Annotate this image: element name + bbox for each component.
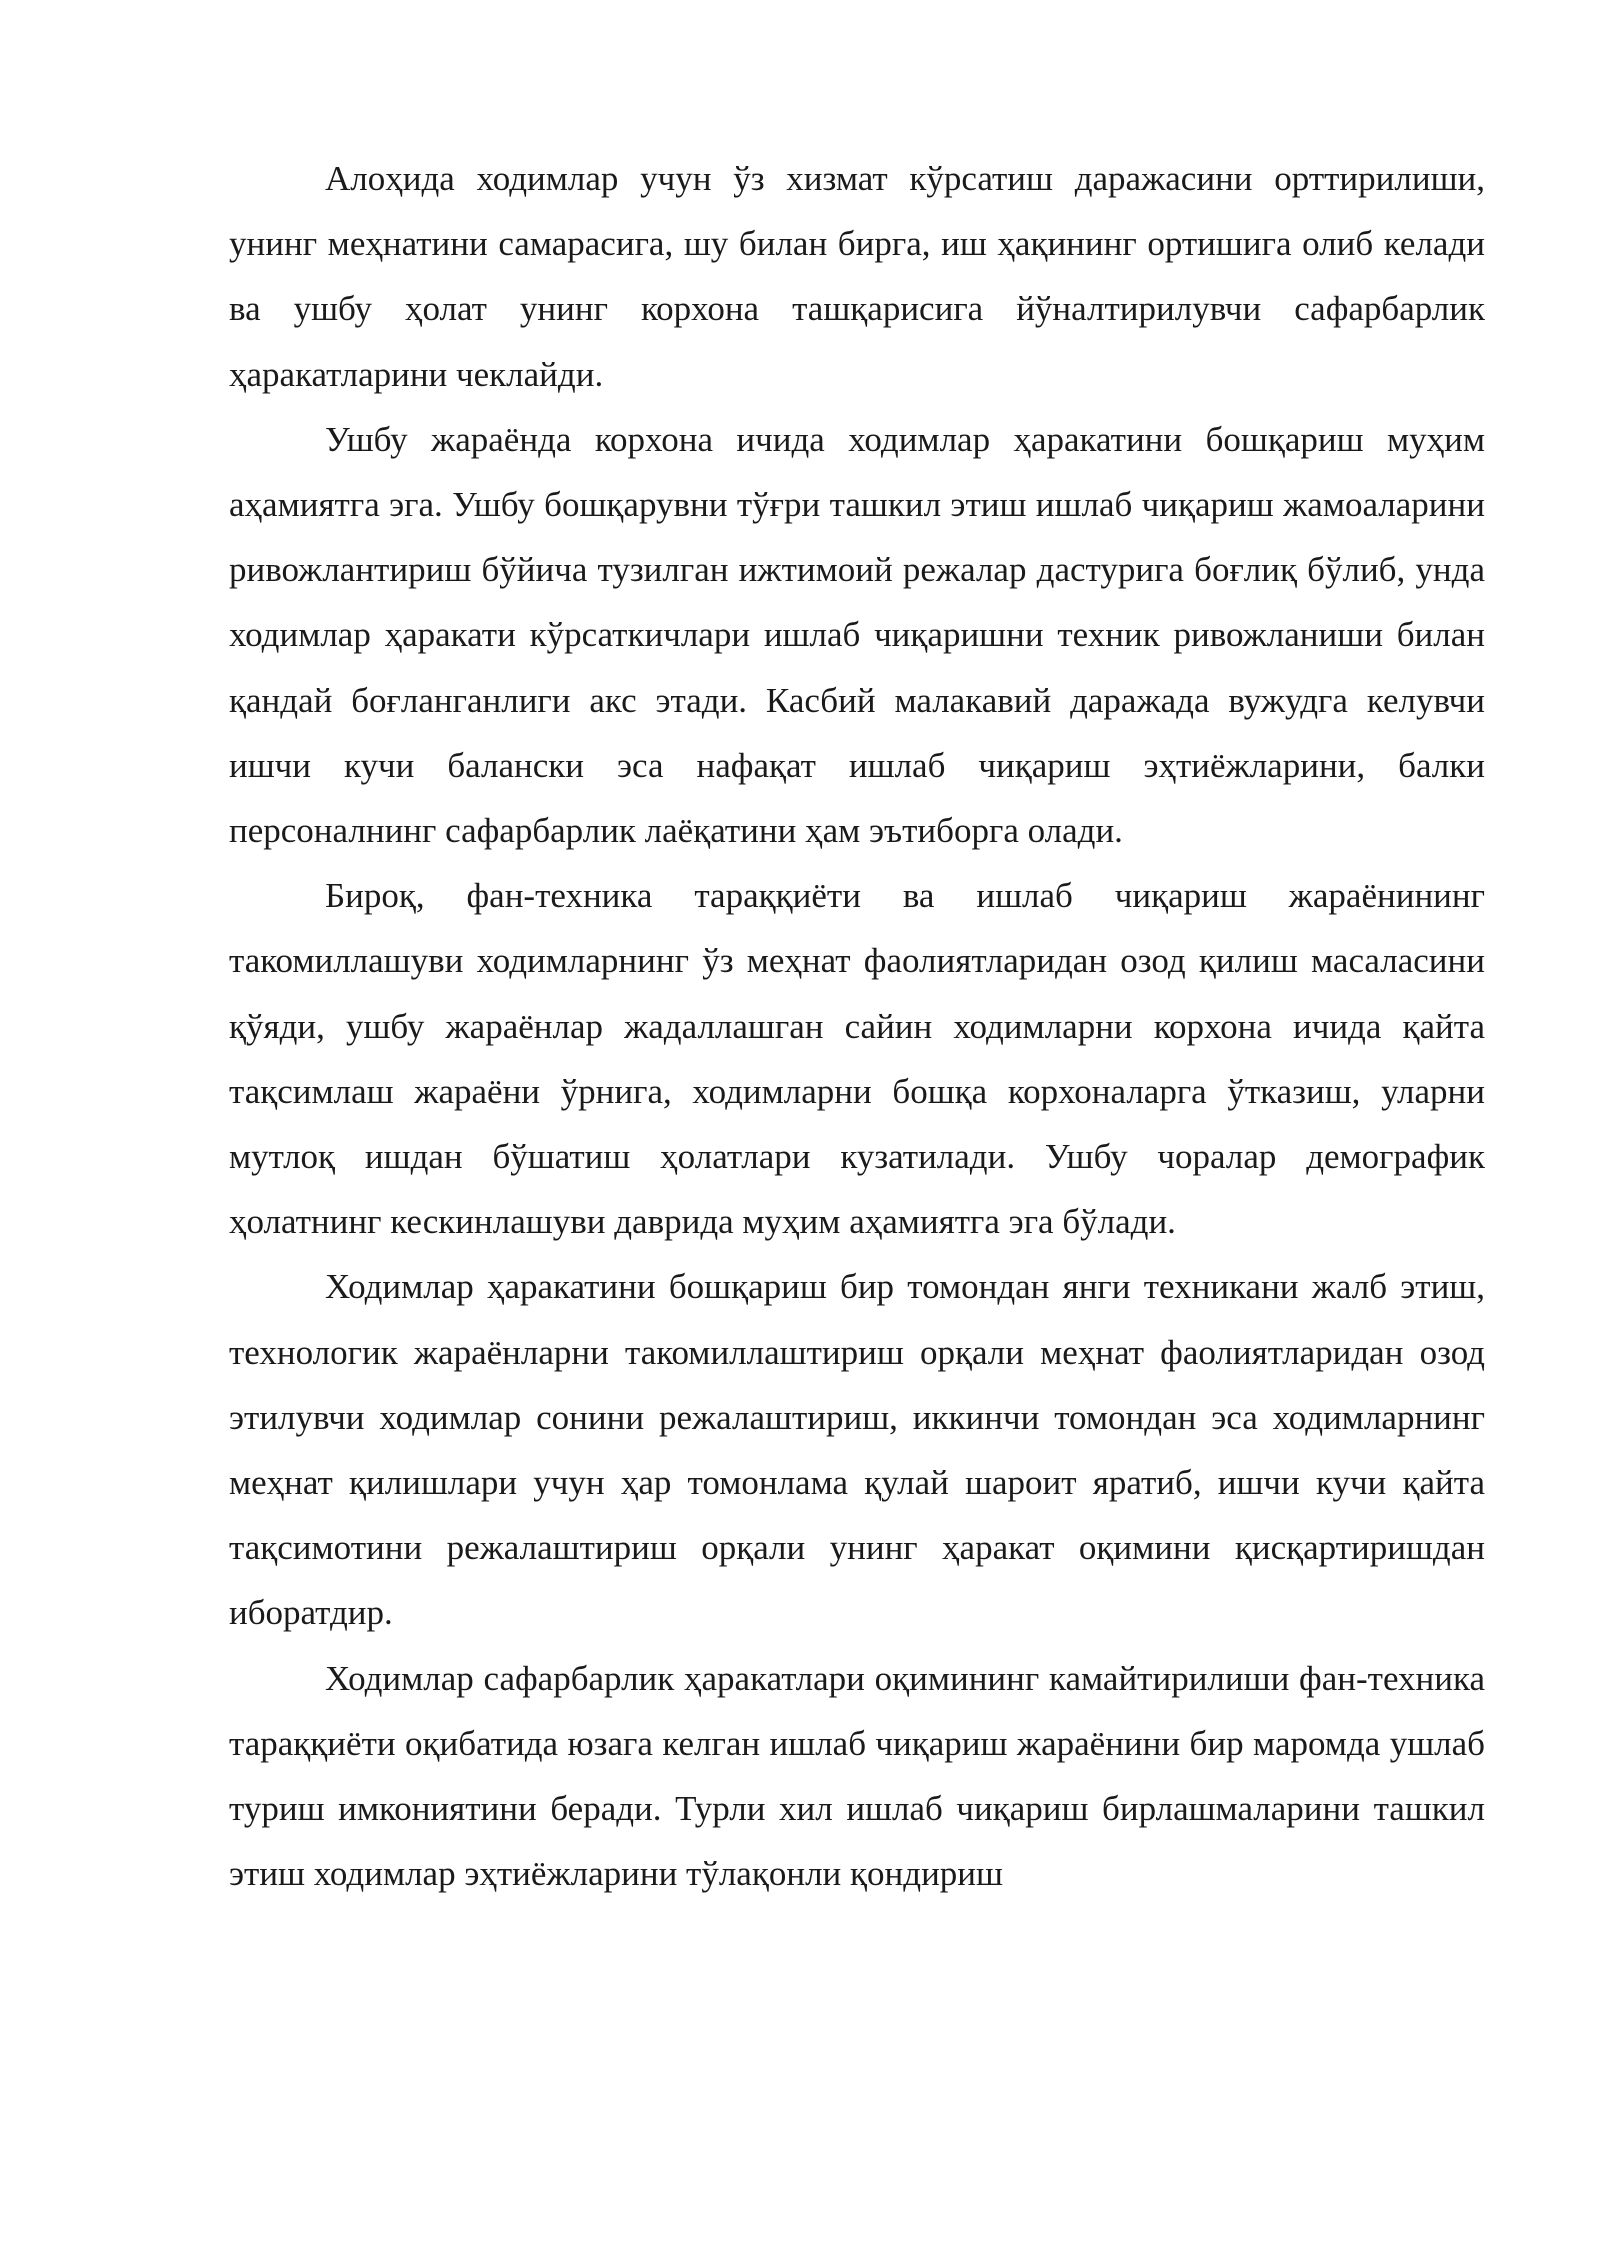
document-body <box>229 146 1485 1906</box>
paragraph-2: Ушбу жараёнда корхона ичида ходимлар ҳаракатини бошқариш муҳим аҳамиятга эга. Ушбу бошқарувни тўғри ташкил этиш ишлаб чиқариш жамоаларини ривожлантириш бўйича тузилган ижтимоий режалар дастурига боғлиқ бўлиб, унда ходимлар ҳаракати кўрсаткичлари ишлаб чиқаришни техник ривожланиши билан қандай боғланганлиги акс этади. Касбий малакавий даражада вужудга келувчи ишчи кучи балански эса нафақат ишлаб чиқариш эҳтиёжларини, балки персоналнинг сафарбарлик лаёқатини ҳам эътиборга олади. <box>229 419 1485 851</box>
paragraph-5: Ходимлар сафарбарлик ҳаракатлари оқимининг камайтирилиши фан-техника тараққиёти оқибатида юзага келган ишлаб чиқариш жараёнини бир маромда ушлаб туриш имкониятини беради. Турли хил ишлаб чиқариш бирлашмаларини ташкил этиш ходимлар эҳтиёжларини тўлақонли қондириш <box>229 1658 1485 1894</box>
paragraph-4: Ходимлар ҳаракатини бошқариш бир томондан янги техникани жалб этиш, технологик жараёнларни такомиллаштириш орқали меҳнат фаолиятларидан озод этилувчи ходимлар сонини режалаштириш, иккинчи томондан эса ходимларнинг меҳнат қилишлари учун ҳар томонлама қулай шароит яратиб, ишчи кучи қайта тақсимотини режалаштириш орқали унинг ҳаракат оқимини қисқартиришдан иборатдир. <box>229 1267 1485 1633</box>
paragraph-3: Бироқ, фан-техника тараққиёти ва ишлаб чиқариш жараёнининг такомиллашуви ходимларнинг ўз меҳнат фаолиятларидан озод қилиш масаласини қўяди, ушбу жараёнлар жадаллашган сайин ходимларни корхона ичида қайта тақсимлаш жараёни ўрнига, ходимларни бошқа корхоналарга ўтказиш, уларни мутлоқ ишдан бўшатиш ҳолатлари кузатилади. Ушбу чоралар демографик ҳолатнинг кескинлашуви даврида муҳим аҳамиятга эга бўлади. <box>229 876 1485 1242</box>
paragraph-1: Алоҳида ходимлар учун ўз хизмат кўрсатиш даражасини орттирилиши, унинг меҳнатини самарасига, шу билан бирга, иш ҳақининг ортишига олиб келади ва ушбу ҳолат унинг корхона ташқарисига йўналтирилувчи сафарбарлик ҳаракатларини чеклайди. <box>229 159 1485 394</box>
